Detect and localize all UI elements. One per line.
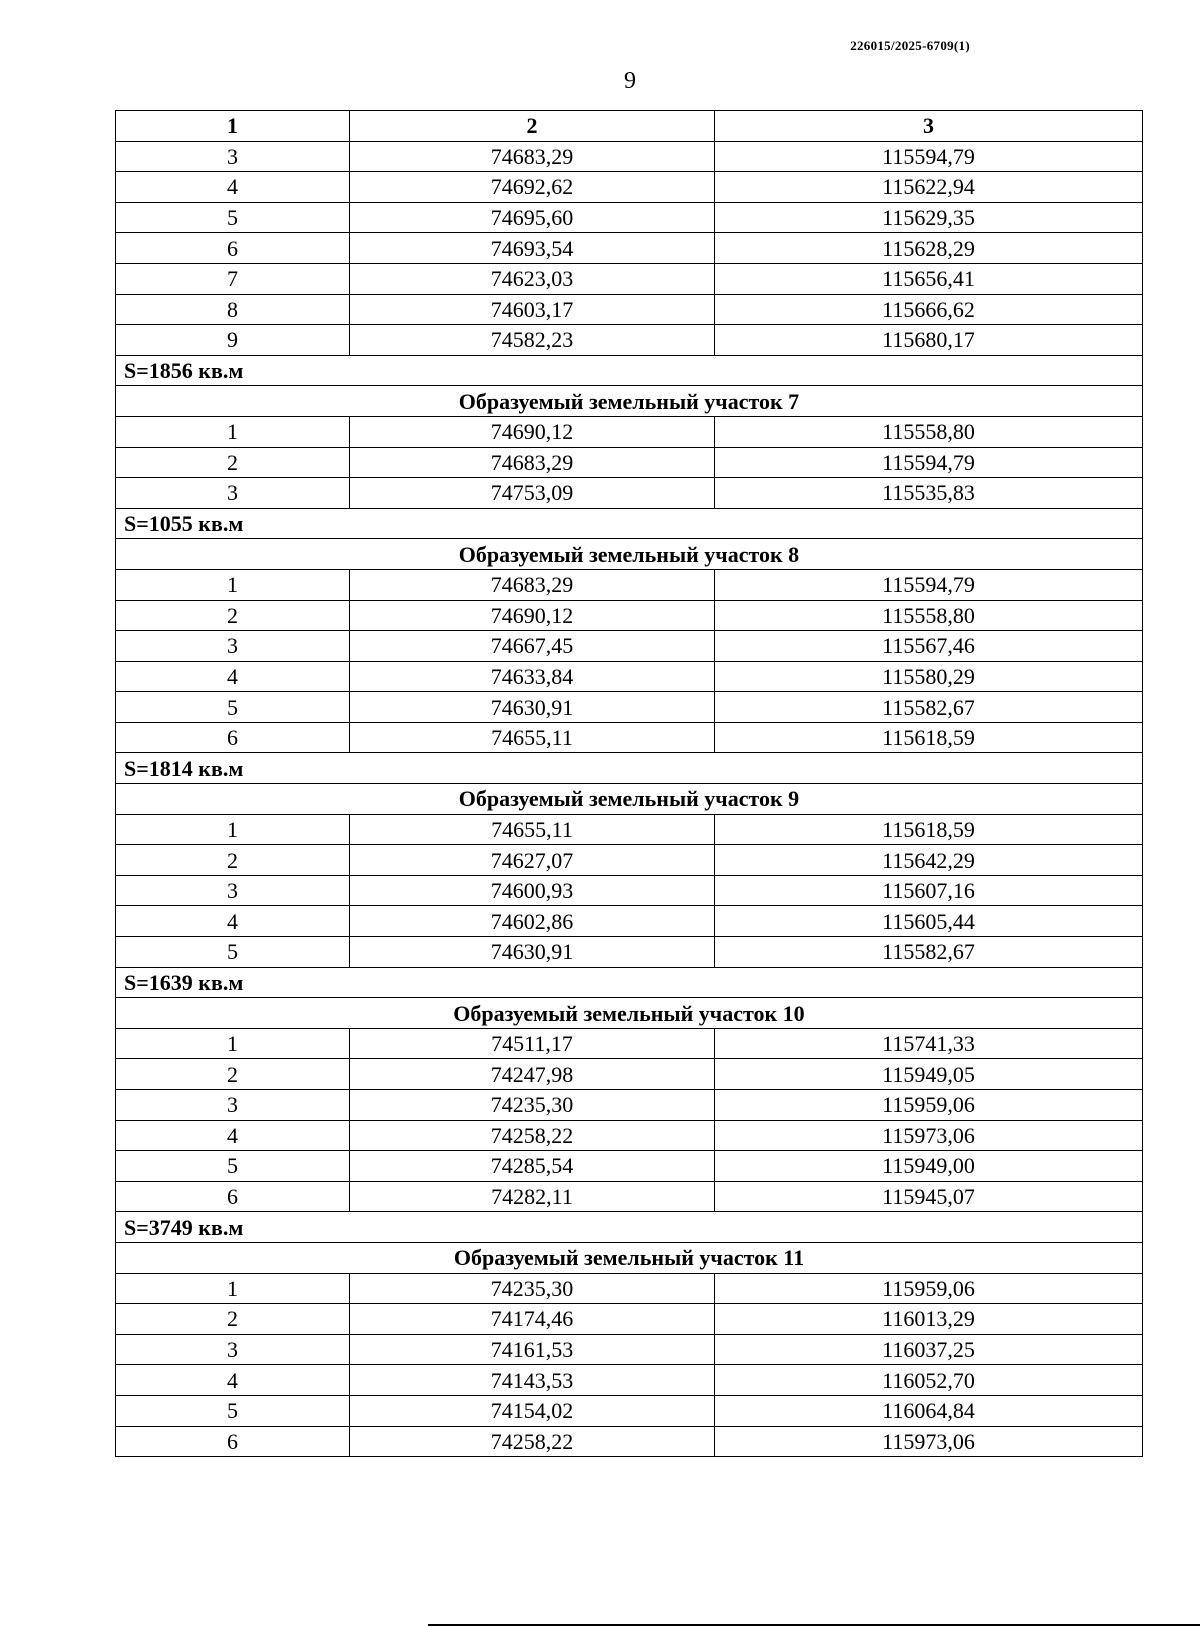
x-coordinate-cell: 74695,60 [350, 202, 715, 233]
area-label: S=1055 кв.м [116, 508, 1143, 539]
point-number-cell: 5 [116, 1395, 350, 1426]
x-coordinate-cell: 74683,29 [350, 447, 715, 478]
y-coordinate-cell: 115594,79 [715, 569, 1143, 600]
point-number-cell: 2 [116, 845, 350, 876]
y-coordinate-cell: 116037,25 [715, 1334, 1143, 1365]
coordinate-row [116, 263, 1143, 294]
x-coordinate-cell: 74174,46 [350, 1304, 715, 1335]
y-coordinate-cell: 115959,06 [715, 1090, 1143, 1121]
coordinate-row [116, 294, 1143, 325]
y-coordinate-cell: 115618,59 [715, 722, 1143, 753]
area-row [116, 967, 1143, 998]
x-coordinate-cell: 74630,91 [350, 692, 715, 723]
x-coordinate-cell: 74655,11 [350, 722, 715, 753]
coordinate-row [116, 692, 1143, 723]
header-cell-x: 2 [350, 111, 715, 142]
coordinate-row [116, 814, 1143, 845]
y-coordinate-cell: 115945,07 [715, 1181, 1143, 1212]
area-label: S=1639 кв.м [116, 967, 1143, 998]
coordinate-row [116, 600, 1143, 631]
plot-title: Образуемый земельный участок 9 [116, 784, 1143, 815]
x-coordinate-cell: 74753,09 [350, 478, 715, 509]
plot-title-row [116, 539, 1143, 570]
x-coordinate-cell: 74258,22 [350, 1120, 715, 1151]
coordinate-row [116, 1028, 1143, 1059]
coordinate-row [116, 875, 1143, 906]
y-coordinate-cell: 115680,17 [715, 325, 1143, 356]
x-coordinate-cell: 74692,62 [350, 172, 715, 203]
point-number-cell: 1 [116, 416, 350, 447]
x-coordinate-cell: 74693,54 [350, 233, 715, 264]
y-coordinate-cell: 115973,06 [715, 1426, 1143, 1457]
x-coordinate-cell: 74247,98 [350, 1059, 715, 1090]
point-number-cell: 2 [116, 447, 350, 478]
area-label: S=1814 кв.м [116, 753, 1143, 784]
x-coordinate-cell: 74235,30 [350, 1273, 715, 1304]
coordinate-row [116, 416, 1143, 447]
y-coordinate-cell: 115666,62 [715, 294, 1143, 325]
y-coordinate-cell: 115741,33 [715, 1028, 1143, 1059]
point-number-cell: 1 [116, 569, 350, 600]
page-number: 9 [624, 68, 636, 94]
coordinate-row [116, 1273, 1143, 1304]
y-coordinate-cell: 115567,46 [715, 631, 1143, 662]
coordinates-table [115, 110, 1143, 1457]
coordinate-row [116, 906, 1143, 937]
point-number-cell: 5 [116, 202, 350, 233]
x-coordinate-cell: 74582,23 [350, 325, 715, 356]
x-coordinate-cell: 74258,22 [350, 1426, 715, 1457]
plot-title-row [116, 1242, 1143, 1273]
y-coordinate-cell: 116064,84 [715, 1395, 1143, 1426]
point-number-cell: 1 [116, 1273, 350, 1304]
y-coordinate-cell: 115949,05 [715, 1059, 1143, 1090]
plot-title: Образуемый земельный участок 10 [116, 998, 1143, 1029]
y-coordinate-cell: 115582,67 [715, 692, 1143, 723]
coordinate-row [116, 141, 1143, 172]
x-coordinate-cell: 74285,54 [350, 1151, 715, 1182]
y-coordinate-cell: 115594,79 [715, 447, 1143, 478]
point-number-cell: 6 [116, 722, 350, 753]
area-row [116, 753, 1143, 784]
point-number-cell: 3 [116, 1090, 350, 1121]
y-coordinate-cell: 116052,70 [715, 1365, 1143, 1396]
coordinate-row [116, 202, 1143, 233]
coordinate-row [116, 1365, 1143, 1396]
y-coordinate-cell: 116013,29 [715, 1304, 1143, 1335]
point-number-cell: 6 [116, 233, 350, 264]
point-number-cell: 5 [116, 937, 350, 968]
y-coordinate-cell: 115558,80 [715, 416, 1143, 447]
y-coordinate-cell: 115605,44 [715, 906, 1143, 937]
point-number-cell: 1 [116, 1028, 350, 1059]
point-number-cell: 4 [116, 1120, 350, 1151]
y-coordinate-cell: 115656,41 [715, 263, 1143, 294]
coordinate-row [116, 569, 1143, 600]
area-row [116, 1212, 1143, 1243]
area-row [116, 355, 1143, 386]
x-coordinate-cell: 74235,30 [350, 1090, 715, 1121]
point-number-cell: 6 [116, 1426, 350, 1457]
x-coordinate-cell: 74154,02 [350, 1395, 715, 1426]
coordinate-row [116, 937, 1143, 968]
coordinate-row [116, 845, 1143, 876]
x-coordinate-cell: 74690,12 [350, 600, 715, 631]
x-coordinate-cell: 74683,29 [350, 141, 715, 172]
area-label: S=3749 кв.м [116, 1212, 1143, 1243]
x-coordinate-cell: 74630,91 [350, 937, 715, 968]
y-coordinate-cell: 115594,79 [715, 141, 1143, 172]
point-number-cell: 1 [116, 814, 350, 845]
y-coordinate-cell: 115607,16 [715, 875, 1143, 906]
header-cell-point-number: 1 [116, 111, 350, 142]
header-cell-y: 3 [715, 111, 1143, 142]
point-number-cell: 3 [116, 875, 350, 906]
plot-title-row [116, 386, 1143, 417]
point-number-cell: 5 [116, 1151, 350, 1182]
point-number-cell: 4 [116, 172, 350, 203]
coordinate-row [116, 1090, 1143, 1121]
point-number-cell: 7 [116, 263, 350, 294]
y-coordinate-cell: 115973,06 [715, 1120, 1143, 1151]
point-number-cell: 3 [116, 141, 350, 172]
coordinate-row [116, 447, 1143, 478]
x-coordinate-cell: 74683,29 [350, 569, 715, 600]
x-coordinate-cell: 74623,03 [350, 263, 715, 294]
y-coordinate-cell: 115642,29 [715, 845, 1143, 876]
x-coordinate-cell: 74667,45 [350, 631, 715, 662]
plot-title-row [116, 998, 1143, 1029]
x-coordinate-cell: 74603,17 [350, 294, 715, 325]
coordinate-row [116, 1059, 1143, 1090]
coordinate-row [116, 1426, 1143, 1457]
point-number-cell: 4 [116, 906, 350, 937]
point-number-cell: 4 [116, 661, 350, 692]
y-coordinate-cell: 115629,35 [715, 202, 1143, 233]
plot-title: Образуемый земельный участок 7 [116, 386, 1143, 417]
x-coordinate-cell: 74655,11 [350, 814, 715, 845]
document-number: 226015/2025-6709(1) [850, 38, 970, 53]
coordinate-row [116, 631, 1143, 662]
point-number-cell: 4 [116, 1365, 350, 1396]
coordinate-row [116, 1120, 1143, 1151]
x-coordinate-cell: 74600,93 [350, 875, 715, 906]
coordinate-row [116, 233, 1143, 264]
table-header-row [116, 111, 1143, 142]
x-coordinate-cell: 74633,84 [350, 661, 715, 692]
x-coordinate-cell: 74511,17 [350, 1028, 715, 1059]
x-coordinate-cell: 74690,12 [350, 416, 715, 447]
x-coordinate-cell: 74627,07 [350, 845, 715, 876]
point-number-cell: 2 [116, 1059, 350, 1090]
coordinate-row [116, 1395, 1143, 1426]
x-coordinate-cell: 74161,53 [350, 1334, 715, 1365]
y-coordinate-cell: 115628,29 [715, 233, 1143, 264]
y-coordinate-cell: 115558,80 [715, 600, 1143, 631]
coordinate-row [116, 325, 1143, 356]
plot-title-row [116, 784, 1143, 815]
coordinate-row [116, 1304, 1143, 1335]
y-coordinate-cell: 115959,06 [715, 1273, 1143, 1304]
y-coordinate-cell: 115580,29 [715, 661, 1143, 692]
point-number-cell: 3 [116, 478, 350, 509]
point-number-cell: 2 [116, 1304, 350, 1335]
coordinate-row [116, 1151, 1143, 1182]
x-coordinate-cell: 74282,11 [350, 1181, 715, 1212]
coordinate-row [116, 1181, 1143, 1212]
coordinate-row [116, 172, 1143, 203]
point-number-cell: 3 [116, 1334, 350, 1365]
plot-title: Образуемый земельный участок 11 [116, 1242, 1143, 1273]
point-number-cell: 2 [116, 600, 350, 631]
point-number-cell: 3 [116, 631, 350, 662]
area-label: S=1856 кв.м [116, 355, 1143, 386]
x-coordinate-cell: 74143,53 [350, 1365, 715, 1396]
point-number-cell: 5 [116, 692, 350, 723]
x-coordinate-cell: 74602,86 [350, 906, 715, 937]
y-coordinate-cell: 115949,00 [715, 1151, 1143, 1182]
area-row [116, 508, 1143, 539]
coordinate-row [116, 661, 1143, 692]
coordinate-row [116, 478, 1143, 509]
y-coordinate-cell: 115535,83 [715, 478, 1143, 509]
y-coordinate-cell: 115618,59 [715, 814, 1143, 845]
point-number-cell: 8 [116, 294, 350, 325]
coordinate-row [116, 1334, 1143, 1365]
point-number-cell: 9 [116, 325, 350, 356]
y-coordinate-cell: 115622,94 [715, 172, 1143, 203]
coordinate-row [116, 722, 1143, 753]
point-number-cell: 6 [116, 1181, 350, 1212]
plot-title: Образуемый земельный участок 8 [116, 539, 1143, 570]
y-coordinate-cell: 115582,67 [715, 937, 1143, 968]
